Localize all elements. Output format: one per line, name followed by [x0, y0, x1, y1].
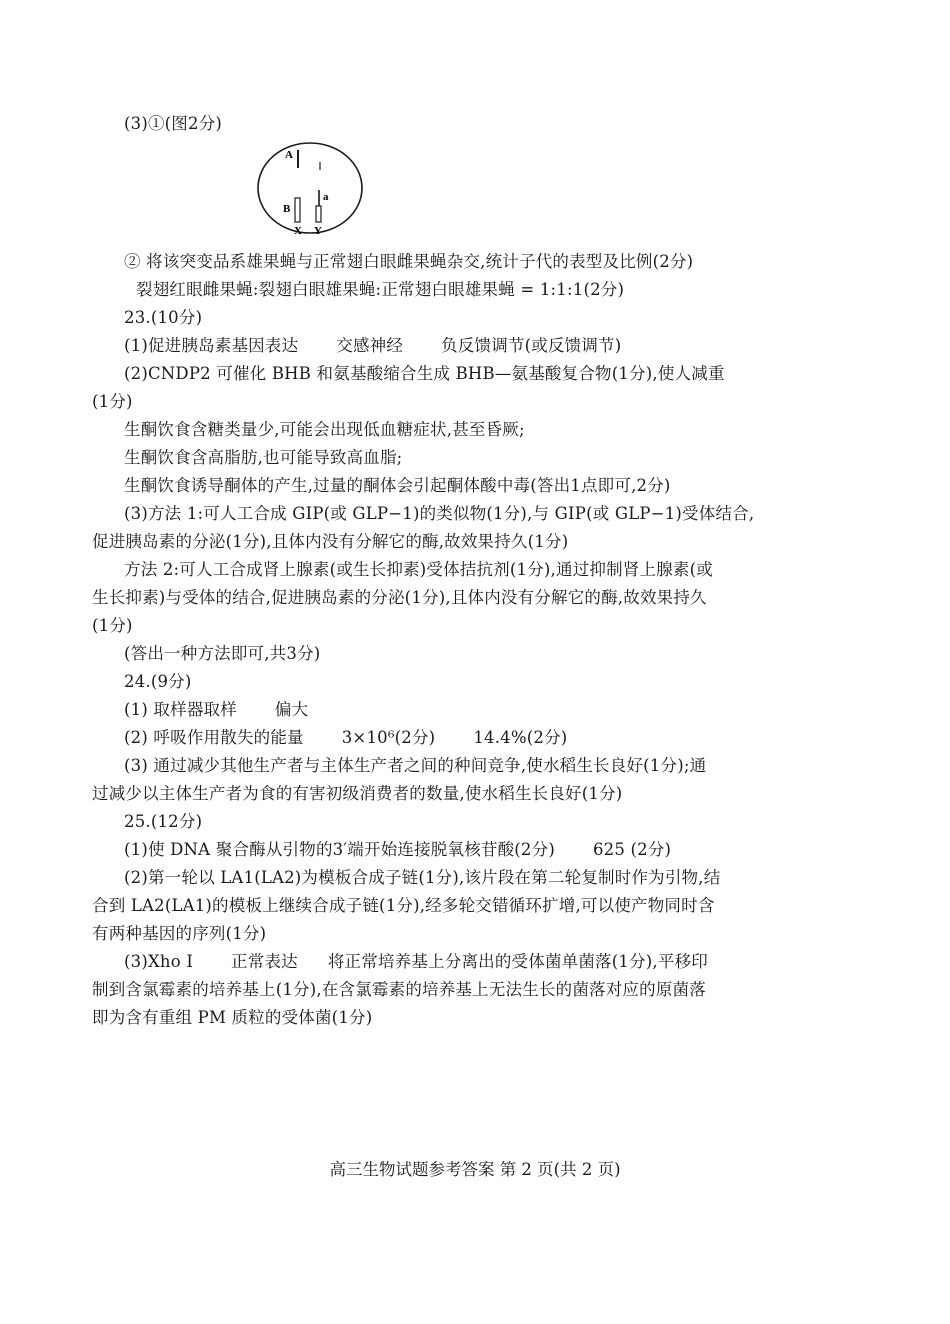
- q23-p1-c: 负反馈调节(或反馈调节): [441, 336, 622, 355]
- page-footer: 高三生物试题参考答案 第 2 页(共 2 页): [329, 1160, 621, 1179]
- q24-p2-a: (2) 呼吸作用散失的能量: [124, 728, 304, 747]
- q22-ratio: 裂翅红眼雌果蝇:裂翅白眼雄果蝇:正常翅白眼雄果蝇 = 1:1:1(2分): [136, 280, 625, 299]
- q23-title: 23.(10分): [124, 308, 203, 327]
- label-A: A: [285, 149, 293, 161]
- q24-part1: [124, 696, 790, 724]
- chromosome-Y: [316, 206, 321, 222]
- q24-p2-b: 3×10⁶(2分): [341, 728, 436, 747]
- q24-p3-l2: 过减少以主体生产者为食的有害初级消费者的数量,使水稻生长良好(1分): [92, 784, 623, 803]
- q23-p3-l6: (答出一种方法即可,共3分): [124, 644, 321, 663]
- q25-p3-l2: 制到含氯霉素的培养基上(1分),在含氯霉素的培养基上无法生长的菌落对应的原菌落: [92, 980, 706, 999]
- q24-p1-b: 偏大: [274, 700, 309, 719]
- label-B: B: [283, 203, 291, 215]
- label-a: a: [323, 191, 329, 203]
- q23-p2-l5: 生酮饮食诱导酮体的产生,过量的酮体会引起酮体酸中毒(答出1点即可,2分): [124, 476, 671, 495]
- chromosome-diagram: [254, 140, 366, 236]
- q25-p3-l3: 即为含有重组 PM 质粒的受体菌(1分): [92, 1008, 373, 1027]
- q25-p1-a: (1)使 DNA 聚合酶从引物的3′端开始连接脱氧核苷酸(2分): [124, 840, 555, 859]
- q24-title: 24.(9分): [124, 672, 192, 691]
- q25-p2-l1: (2)第一轮以 LA1(LA2)为模板合成子链(1分),该片段在第二轮复制时作为引物,结: [124, 868, 721, 887]
- q23-p3-l1: (3)方法 1:可人工合成 GIP(或 GLP−1)的类似物(1分),与 GIP(或 GLP−1)受体结合,: [124, 504, 755, 523]
- label-X: X: [294, 225, 302, 236]
- q22-part3-label: (3)①(图2分): [124, 114, 223, 133]
- q23-p3-l4: 生长抑素)与受体的结合,促进胰岛素的分泌(1分),且体内没有分解它的酶,故效果持久: [92, 588, 707, 607]
- q23-p2-l3: 生酮饮食含糖类量少,可能会出现低血糖症状,甚至昏厥;: [124, 420, 525, 439]
- q25-p3-a: (3)Xho Ⅰ: [124, 952, 194, 971]
- q23-p1-a: (1)促进胰岛素基因表达: [124, 336, 299, 355]
- q25-part1: [124, 836, 790, 864]
- q25-part3: [124, 948, 790, 976]
- q24-p3-l1: (3) 通过减少其他生产者与主体生产者之间的种间竞争,使水稻生长良好(1分);通: [124, 756, 707, 775]
- q23-p2-l4: 生酮饮食含高脂肪,也可能导致高血脂;: [124, 448, 403, 467]
- q25-p2-l2: 合到 LA2(LA1)的模板上继续合成子链(1分),经多轮交错循环扩增,可以使产物同时含: [92, 896, 715, 915]
- q23-p3-l5: (1分): [92, 616, 133, 635]
- chromosome-X: [295, 198, 300, 222]
- q25-p1-b: 625 (2分): [592, 840, 672, 859]
- q22-part3-2: ② 将该突变品系雄果蝇与正常翅白眼雌果蝇杂交,统计子代的表型及比例(2分): [124, 252, 694, 271]
- q23-p1-b: 交感神经: [336, 336, 404, 355]
- label-Y: Y: [314, 225, 322, 236]
- q24-p1-a: (1) 取样器取样: [124, 700, 237, 719]
- q23-p2-l1: (2)CNDP2 可催化 BHB 和氨基酸缩合生成 BHB—氨基酸复合物(1分),使人减重: [124, 364, 725, 383]
- cell-outline: [258, 143, 362, 233]
- q25-p3-c: 将正常培养基上分离出的受体菌单菌落(1分),平移印: [327, 952, 708, 971]
- q23-part1: [124, 332, 790, 360]
- q24-part2: [124, 724, 790, 752]
- q23-p2-l2: (1分): [92, 392, 133, 411]
- q25-title: 25.(12分): [124, 812, 203, 831]
- q25-p3-b: 正常表达: [231, 952, 298, 971]
- q25-p2-l3: 有两种基因的序列(1分): [92, 924, 267, 943]
- q23-p3-l2: 促进胰岛素的分泌(1分),且体内没有分解它的酶,故效果持久(1分): [92, 532, 569, 551]
- q23-p3-l3: 方法 2:可人工合成肾上腺素(或生长抑素)受体拮抗剂(1分),通过抑制肾上腺素(或: [124, 560, 713, 579]
- q24-p2-c: 14.4%(2分): [473, 728, 568, 747]
